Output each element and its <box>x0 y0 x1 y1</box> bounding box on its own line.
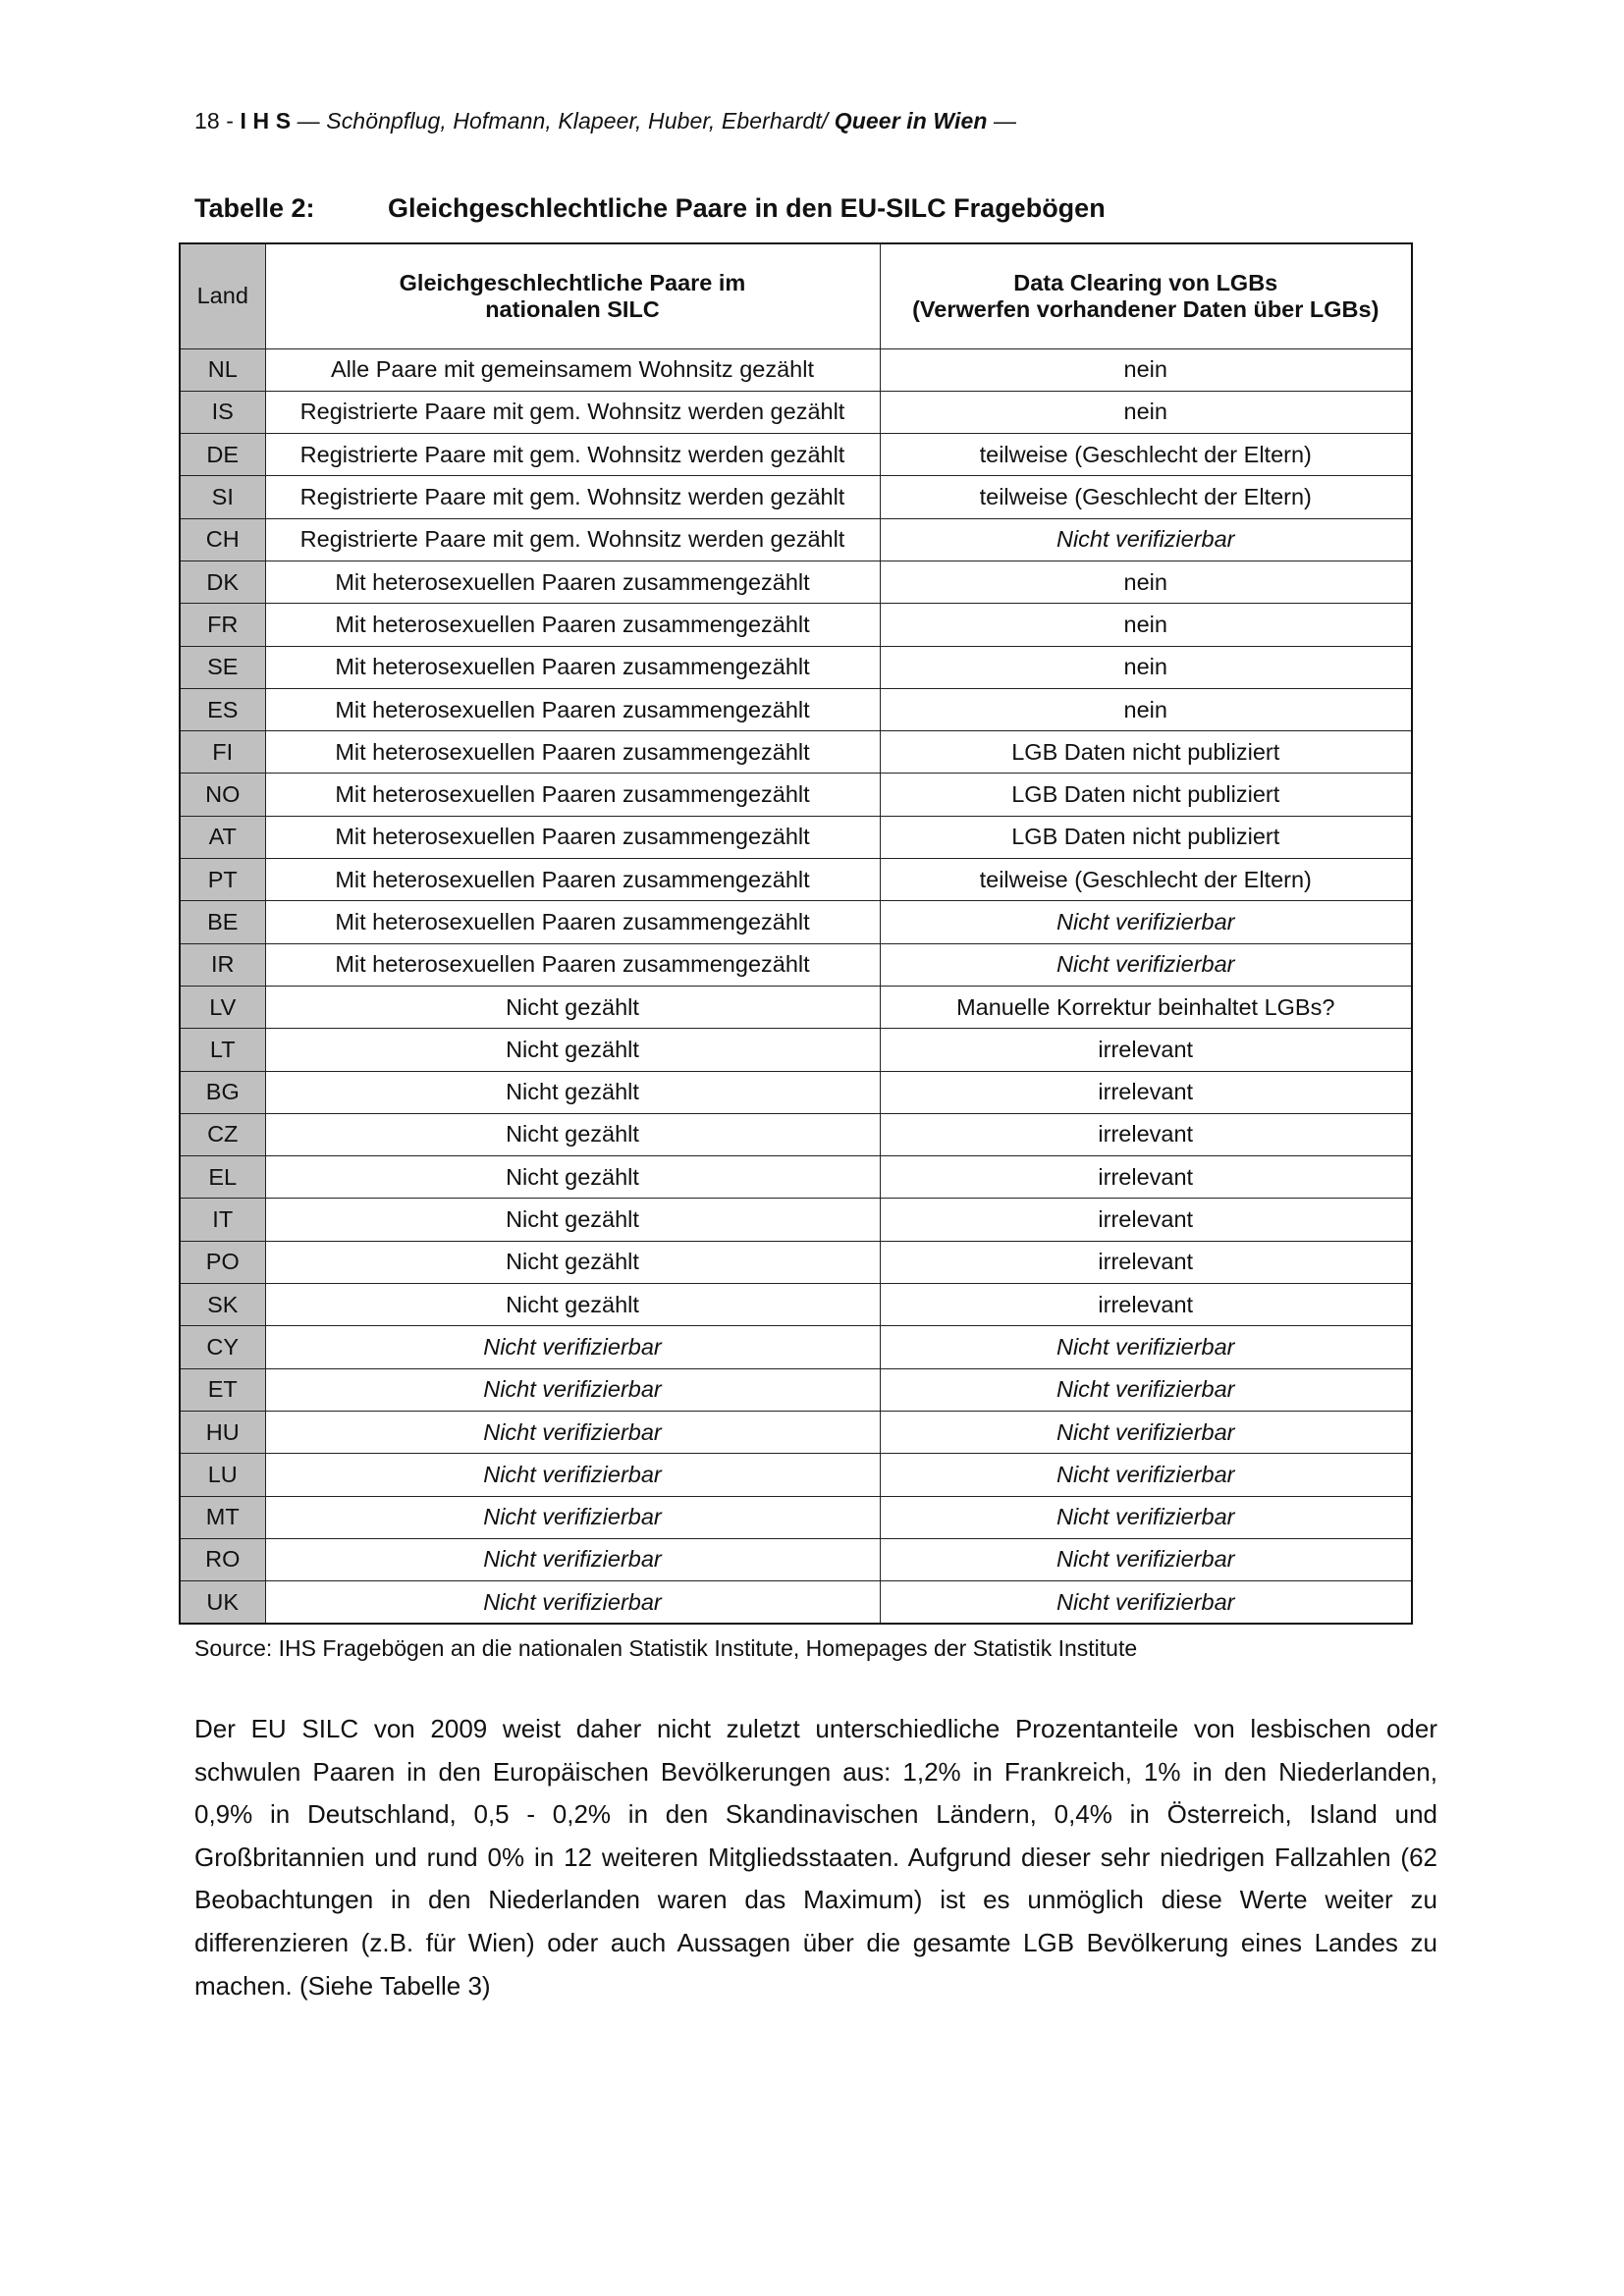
cell-land: SK <box>180 1284 265 1326</box>
cell-data-clearing: irrelevant <box>880 1113 1412 1155</box>
cell-land: AT <box>180 816 265 858</box>
table-row <box>180 1496 1412 1538</box>
table-row <box>180 774 1412 816</box>
table-row <box>180 1156 1412 1199</box>
cell-data-clearing: irrelevant <box>880 1156 1412 1199</box>
cell-same-sex-couples: Nicht gezählt <box>265 1199 880 1241</box>
cell-same-sex-couples: Registrierte Paare mit gem. Wohnsitz werden gezählt <box>265 476 880 518</box>
cell-land: UK <box>180 1581 265 1624</box>
cell-land: ET <box>180 1368 265 1411</box>
table-row <box>180 859 1412 901</box>
cell-same-sex-couples: Nicht verifizierbar <box>265 1538 880 1580</box>
table-row <box>180 1368 1412 1411</box>
cell-land: IR <box>180 943 265 986</box>
cell-same-sex-couples: Nicht gezählt <box>265 1071 880 1113</box>
cell-data-clearing: Nicht verifizierbar <box>880 1411 1412 1453</box>
cell-land: SI <box>180 476 265 518</box>
table-caption-label: Tabelle 2: <box>194 193 315 223</box>
authors: Schönpflug, Hofmann, Klapeer, Huber, Eberhardt/ <box>326 108 835 133</box>
table-row <box>180 1241 1412 1283</box>
table-row <box>180 604 1412 646</box>
cell-data-clearing: nein <box>880 604 1412 646</box>
table-row <box>180 561 1412 603</box>
institute-name: I H S <box>240 108 292 133</box>
table-row <box>180 434 1412 476</box>
cell-data-clearing: Nicht verifizierbar <box>880 518 1412 561</box>
cell-land: BG <box>180 1071 265 1113</box>
cell-land: MT <box>180 1496 265 1538</box>
publication-title: Queer in Wien <box>834 108 988 133</box>
cell-data-clearing: nein <box>880 646 1412 688</box>
cell-land: CY <box>180 1326 265 1368</box>
cell-same-sex-couples: Nicht verifizierbar <box>265 1326 880 1368</box>
table-row <box>180 1071 1412 1113</box>
table-row <box>180 476 1412 518</box>
cell-data-clearing: Nicht verifizierbar <box>880 1538 1412 1580</box>
cell-data-clearing: Nicht verifizierbar <box>880 943 1412 986</box>
cell-data-clearing: LGB Daten nicht publiziert <box>880 816 1412 858</box>
cell-land: LT <box>180 1029 265 1071</box>
table-row <box>180 1113 1412 1155</box>
cell-data-clearing: Nicht verifizierbar <box>880 1454 1412 1496</box>
cell-data-clearing: Nicht verifizierbar <box>880 1496 1412 1538</box>
page-number: 18 <box>194 108 220 133</box>
table-row <box>180 391 1412 433</box>
cell-land: PT <box>180 859 265 901</box>
cell-data-clearing: irrelevant <box>880 1029 1412 1071</box>
cell-same-sex-couples: Nicht verifizierbar <box>265 1411 880 1453</box>
table-row <box>180 1581 1412 1624</box>
cell-same-sex-couples: Mit heterosexuellen Paaren zusammengezählt <box>265 943 880 986</box>
cell-same-sex-couples: Mit heterosexuellen Paaren zusammengezählt <box>265 731 880 774</box>
table-row <box>180 1454 1412 1496</box>
cell-same-sex-couples: Mit heterosexuellen Paaren zusammengezählt <box>265 561 880 603</box>
cell-same-sex-couples: Nicht gezählt <box>265 1241 880 1283</box>
eu-silc-table <box>179 242 1413 1625</box>
table-row <box>180 1411 1412 1453</box>
cell-data-clearing: Nicht verifizierbar <box>880 1368 1412 1411</box>
cell-land: IT <box>180 1199 265 1241</box>
cell-same-sex-couples: Mit heterosexuellen Paaren zusammengezählt <box>265 688 880 730</box>
cell-data-clearing: nein <box>880 348 1412 391</box>
cell-same-sex-couples: Nicht gezählt <box>265 1284 880 1326</box>
cell-data-clearing: irrelevant <box>880 1241 1412 1283</box>
cell-same-sex-couples: Nicht gezählt <box>265 1029 880 1071</box>
cell-land: DE <box>180 434 265 476</box>
cell-land: IS <box>180 391 265 433</box>
cell-data-clearing: nein <box>880 391 1412 433</box>
cell-land: NO <box>180 774 265 816</box>
cell-data-clearing: LGB Daten nicht publiziert <box>880 731 1412 774</box>
table-row <box>180 518 1412 561</box>
table-header-row <box>180 243 1412 348</box>
cell-data-clearing: Manuelle Korrektur beinhaltet LGBs? <box>880 986 1412 1028</box>
cell-same-sex-couples: Mit heterosexuellen Paaren zusammengezählt <box>265 774 880 816</box>
cell-same-sex-couples: Mit heterosexuellen Paaren zusammengezählt <box>265 604 880 646</box>
header-data-clearing: Data Clearing von LGBs (Verwerfen vorhandener Daten über LGBs) <box>880 243 1412 348</box>
table-row <box>180 943 1412 986</box>
cell-land: DK <box>180 561 265 603</box>
cell-same-sex-couples: Alle Paare mit gemeinsamem Wohnsitz gezählt <box>265 348 880 391</box>
cell-land: NL <box>180 348 265 391</box>
cell-land: HU <box>180 1411 265 1453</box>
cell-data-clearing: teilweise (Geschlecht der Eltern) <box>880 434 1412 476</box>
cell-land: FR <box>180 604 265 646</box>
cell-same-sex-couples: Nicht verifizierbar <box>265 1454 880 1496</box>
running-header: 18 - I H S — Schönpflug, Hofmann, Klapeer, Huber, Eberhardt/ Queer in Wien — <box>194 108 1017 133</box>
cell-data-clearing: Nicht verifizierbar <box>880 1581 1412 1624</box>
table-row <box>180 1326 1412 1368</box>
body-paragraph: Der EU SILC von 2009 weist daher nicht zuletzt unterschiedliche Prozentanteile von lesbischen oder schwulen Paaren in den Europäischen Bevölkerungen aus: 1,2% in Frankreich, 1% in den Niederlanden, 0,9% in Deutschland, 0,5 - 0,2% in den Skandinavischen Ländern, 0,4% in Österreich, Island und Großbritannien und rund 0% in 12 weiteren Mitgliedsstaaten. Aufgrund dieser sehr niedrigen Fallzahlen (62 Beobachtungen in den Niederlanden waren das Maximum) ist es unmöglich diese Werte weiter zu differenzieren (z.B. für Wien) oder auch Aussagen über die gesamte LGB Bevölkerung eines Landes zu machen. (Siehe Tabelle 3) <box>194 1714 1437 2001</box>
cell-land: FI <box>180 731 265 774</box>
cell-same-sex-couples: Nicht verifizierbar <box>265 1581 880 1624</box>
table-row <box>180 1029 1412 1071</box>
cell-data-clearing: irrelevant <box>880 1284 1412 1326</box>
cell-data-clearing: irrelevant <box>880 1071 1412 1113</box>
table-caption <box>194 193 1106 224</box>
table-row <box>180 731 1412 774</box>
cell-same-sex-couples: Nicht verifizierbar <box>265 1368 880 1411</box>
cell-data-clearing: teilweise (Geschlecht der Eltern) <box>880 476 1412 518</box>
table-row <box>180 348 1412 391</box>
table-body <box>180 348 1412 1624</box>
cell-land: CZ <box>180 1113 265 1155</box>
cell-same-sex-couples: Registrierte Paare mit gem. Wohnsitz werden gezählt <box>265 518 880 561</box>
cell-same-sex-couples: Mit heterosexuellen Paaren zusammengezählt <box>265 646 880 688</box>
cell-data-clearing: nein <box>880 561 1412 603</box>
cell-land: LU <box>180 1454 265 1496</box>
cell-same-sex-couples: Registrierte Paare mit gem. Wohnsitz werden gezählt <box>265 391 880 433</box>
cell-same-sex-couples: Nicht gezählt <box>265 1113 880 1155</box>
table-row <box>180 688 1412 730</box>
cell-same-sex-couples: Nicht gezählt <box>265 986 880 1028</box>
cell-data-clearing: Nicht verifizierbar <box>880 901 1412 943</box>
cell-data-clearing: Nicht verifizierbar <box>880 1326 1412 1368</box>
table-row <box>180 1199 1412 1241</box>
cell-land: EL <box>180 1156 265 1199</box>
table-row <box>180 1284 1412 1326</box>
cell-land: CH <box>180 518 265 561</box>
table-row <box>180 986 1412 1028</box>
cell-data-clearing: LGB Daten nicht publiziert <box>880 774 1412 816</box>
cell-land: SE <box>180 646 265 688</box>
header-land: Land <box>180 243 265 348</box>
cell-land: BE <box>180 901 265 943</box>
cell-data-clearing: nein <box>880 688 1412 730</box>
table-row <box>180 1538 1412 1580</box>
cell-data-clearing: teilweise (Geschlecht der Eltern) <box>880 859 1412 901</box>
table-source-note: Source: IHS Fragebögen an die nationalen Statistik Institute, Homepages der Statistik Institute <box>194 1635 1138 1661</box>
table-row <box>180 646 1412 688</box>
cell-land: ES <box>180 688 265 730</box>
cell-same-sex-couples: Nicht verifizierbar <box>265 1496 880 1538</box>
header-same-sex-couples: Gleichgeschlechtliche Paare im nationalen SILC <box>265 243 880 348</box>
table-row <box>180 901 1412 943</box>
cell-same-sex-couples: Mit heterosexuellen Paaren zusammengezählt <box>265 859 880 901</box>
cell-land: RO <box>180 1538 265 1580</box>
cell-same-sex-couples: Mit heterosexuellen Paaren zusammengezählt <box>265 901 880 943</box>
cell-same-sex-couples: Mit heterosexuellen Paaren zusammengezählt <box>265 816 880 858</box>
table-caption-title: Gleichgeschlechtliche Paare in den EU-SILC Fragebögen <box>388 193 1106 223</box>
cell-data-clearing: irrelevant <box>880 1199 1412 1241</box>
table-row <box>180 816 1412 858</box>
cell-land: PO <box>180 1241 265 1283</box>
cell-same-sex-couples: Nicht gezählt <box>265 1156 880 1199</box>
cell-same-sex-couples: Registrierte Paare mit gem. Wohnsitz werden gezählt <box>265 434 880 476</box>
cell-land: LV <box>180 986 265 1028</box>
